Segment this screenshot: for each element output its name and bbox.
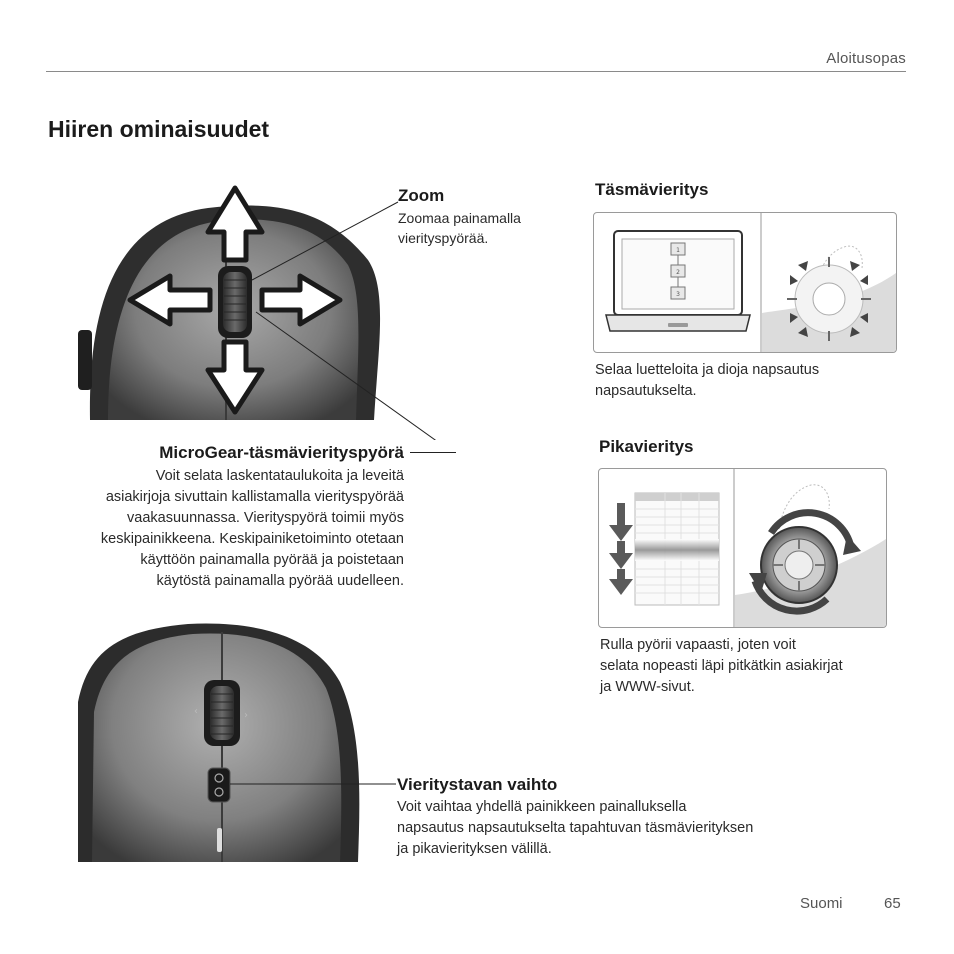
header-rule bbox=[46, 71, 906, 72]
footer-language: Suomi bbox=[800, 895, 843, 912]
tasmavieritys-text bbox=[595, 360, 819, 402]
microgear-line: asiakirjoja sivuttain kallistamalla vierityspyörää bbox=[105, 489, 404, 505]
pikavieritys-text bbox=[600, 635, 843, 698]
zoom-title: Zoom bbox=[398, 186, 445, 205]
slide-number: 3 bbox=[676, 291, 680, 298]
pikavieritys-panel bbox=[598, 468, 887, 628]
vaihto-line: Voit vaihtaa yhdellä painikkeen painalluksella bbox=[397, 799, 687, 815]
microgear-text bbox=[40, 466, 404, 592]
tasmavieritys-line: napsautukselta. bbox=[595, 383, 697, 399]
microgear-line: käytöstä painamalla pyörää uudelleen. bbox=[156, 573, 404, 589]
zoom-text bbox=[398, 208, 521, 248]
vaihto-title: Vieritystavan vaihto bbox=[397, 775, 558, 794]
footer-page-number: 65 bbox=[884, 895, 901, 912]
zoom-line: vierityspyörää. bbox=[398, 230, 489, 246]
pikavieritys-title: Pikavieritys bbox=[599, 437, 694, 456]
slide-number: 1 bbox=[676, 247, 680, 254]
tasmavieritys-line: Selaa luetteloita ja dioja napsautus bbox=[595, 362, 820, 378]
tasmavieritys-title: Täsmävieritys bbox=[595, 180, 709, 199]
mouse-bottom-illustration bbox=[78, 622, 408, 862]
microgear-line: käyttöön painamalla pyörää ja poistetaan bbox=[140, 552, 404, 568]
zoom-line: Zoomaa painamalla bbox=[398, 210, 521, 226]
microgear-title: MicroGear-täsmävierityspyörä bbox=[159, 443, 404, 462]
vaihto-text bbox=[397, 797, 753, 860]
header-label: Aloitusopas bbox=[826, 50, 906, 67]
svg-text:›: › bbox=[244, 710, 248, 721]
vaihto-line: ja pikavierityksen välillä. bbox=[397, 841, 552, 857]
microgear-callout-line bbox=[410, 452, 456, 453]
pikavieritys-line: ja WWW-sivut. bbox=[600, 679, 695, 695]
microgear-line: Voit selata laskentataulukoita ja leveitä bbox=[155, 468, 404, 484]
slide-number: 2 bbox=[676, 269, 680, 276]
vaihto-line: napsautus napsautukselta tapahtuvan täsmävierityksen bbox=[397, 820, 754, 836]
pikavieritys-line: Rulla pyörii vapaasti, joten voit bbox=[600, 637, 796, 653]
svg-text:‹: ‹ bbox=[194, 706, 198, 717]
microgear-line: vaakasuunnassa. Vierityspyörä toimii myös bbox=[127, 510, 404, 526]
page-title: Hiiren ominaisuudet bbox=[48, 116, 270, 142]
tasmavieritys-panel bbox=[593, 212, 897, 353]
pikavieritys-line: selata nopeasti läpi pitkätkin asiakirjat bbox=[600, 658, 843, 674]
microgear-line: keskipainikkeena. Keskipainiketoiminto otetaan bbox=[100, 531, 404, 547]
